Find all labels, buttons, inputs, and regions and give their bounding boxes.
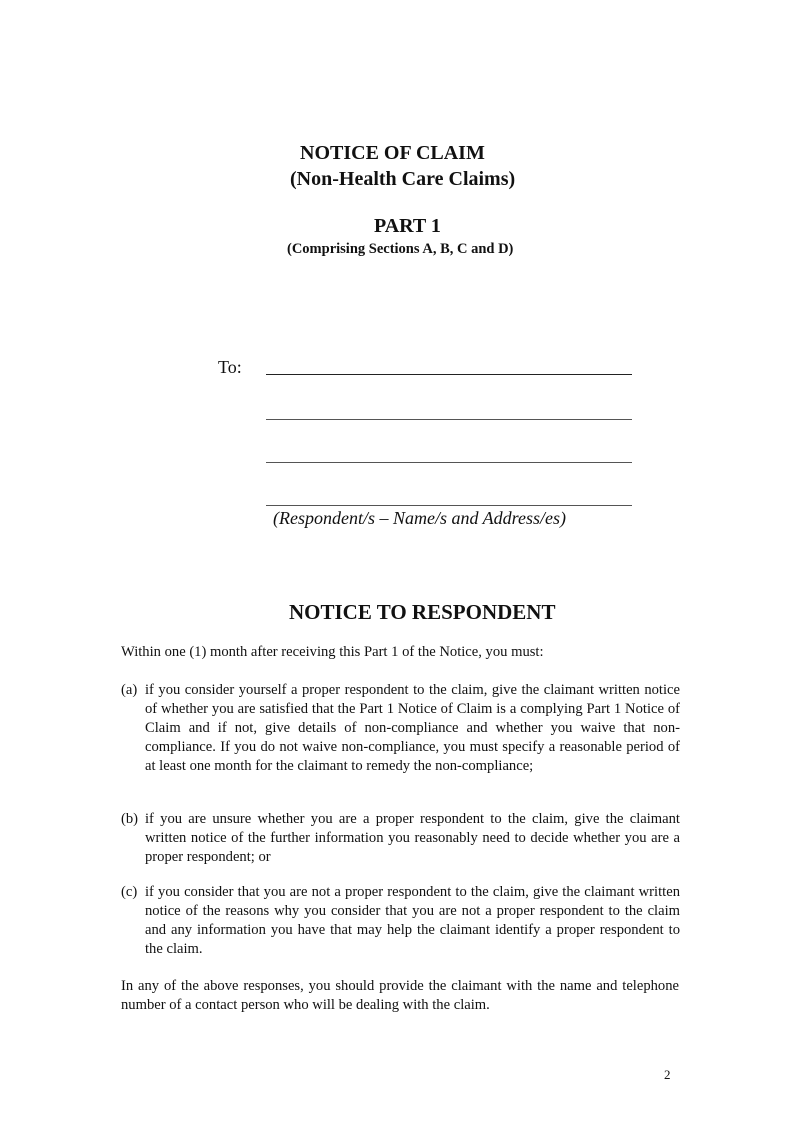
- list-item-label: (c): [121, 884, 138, 900]
- respondent-caption: (Respondent/s – Name/s and Address/es): [273, 508, 566, 528]
- notice-outro: In any of the above responses, you should provide the claimant with the name and telephone number of a contact person who will be dealing with the claim.: [121, 978, 679, 1013]
- page-number: 2: [664, 1067, 671, 1082]
- notice-heading: NOTICE TO RESPONDENT: [289, 600, 556, 624]
- to-label: To:: [218, 357, 242, 377]
- list-item-text: if you consider yourself a proper respondent to the claim, give the claimant written notice of whether you are satisfied that the Part 1 Notice of Claim is a complying Part 1 Notice of Claim and if not, give details of non-compliance and whether you waive that non-compliance. If you do not waive non-compliance, you must specify a reasonable period of at least one month for the claimant to remedy the non-compliance;: [145, 682, 680, 774]
- address-line-4: [266, 505, 632, 506]
- notice-intro: Within one (1) month after receiving this Part 1 of the Notice, you must:: [121, 644, 544, 660]
- address-line-1: [266, 374, 632, 375]
- list-item-label: (b): [121, 811, 139, 827]
- document-subtitle: (Non-Health Care Claims): [290, 168, 516, 190]
- list-item-text: if you consider that you are not a proper respondent to the claim, give the claimant written notice of the reasons why you consider that you are not a proper respondent to the claim and any information you have that may help the claimant identify a proper respondent to the claim.: [145, 884, 680, 957]
- list-item-label: (a): [121, 682, 138, 698]
- part-heading: PART 1: [374, 215, 441, 237]
- list-item-text: if you are unsure whether you are a proper respondent to the claim, give the claimant written notice of the further information you reasonably need to decide whether you are a proper respondent; or: [145, 811, 680, 865]
- address-line-2: [266, 419, 632, 420]
- document-title: NOTICE OF CLAIM: [300, 142, 485, 164]
- address-line-3: [266, 462, 632, 463]
- part-note: (Comprising Sections A, B, C and D): [287, 241, 514, 257]
